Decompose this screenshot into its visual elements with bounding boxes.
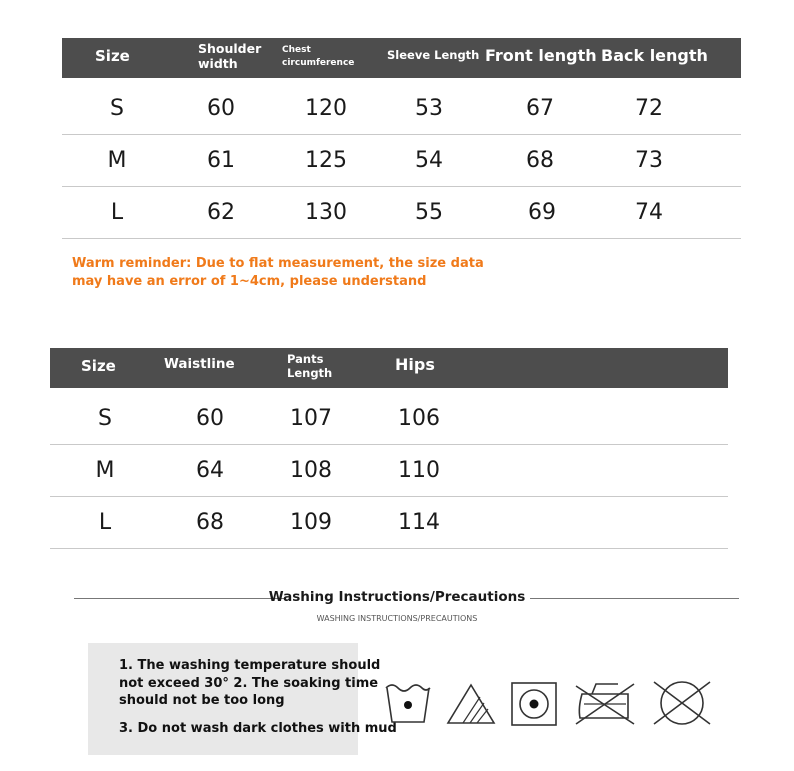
cell-size: M [95,458,115,483]
header-size: Size [81,357,116,375]
cell-chest: 120 [305,96,347,121]
cell-chest: 125 [305,148,347,173]
reminder-line1: Warm reminder: Due to flat measurement, the size data [72,256,484,271]
table-row [62,82,741,135]
header-hips: Hips [395,355,435,374]
cell-sleeve: 53 [415,96,443,121]
washing-subtitle: WASHING INSTRUCTIONS/PRECAUTIONS [316,614,478,623]
header-shoulder-line2: width [198,56,238,71]
cell-waist: 68 [196,510,224,535]
note-line2: not exceed 30° 2. The soaking time [119,676,379,691]
note-line3: should not be too long [119,693,285,708]
header-waist: Waistline [164,356,235,372]
wash-30-icon [382,678,434,728]
cell-back: 73 [635,148,663,173]
header-chest-line2: circumference [282,58,355,68]
note-line1: 1. The washing temperature should [119,658,381,673]
cell-shoulder: 60 [207,96,235,121]
cell-waist: 60 [196,406,224,431]
washing-title: Washing Instructions/Precautions [268,589,526,605]
header-back: Back length [601,46,708,65]
header-sleeve: Sleeve Length [387,48,480,62]
header-shoulder-line1: Shoulder [198,41,262,56]
header-size: Size [95,47,130,65]
cell-pants: 108 [290,458,332,483]
header-pants-line1: Pants [287,352,324,366]
table-row [62,134,741,187]
cell-waist: 64 [196,458,224,483]
cell-front: 68 [526,148,554,173]
header-pants-line2: Length [287,366,333,380]
cell-pants: 109 [290,510,332,535]
cell-front: 69 [528,200,556,225]
cell-back: 74 [635,200,663,225]
cell-size: S [98,406,112,431]
cell-chest: 130 [305,200,347,225]
cell-front: 67 [526,96,554,121]
cell-sleeve: 54 [415,148,443,173]
reminder-line2: may have an error of 1~4cm, please understand [72,274,427,289]
cell-size: L [98,510,112,535]
table-row [62,186,741,239]
table-row [50,392,728,445]
cell-size: S [110,96,124,121]
tumble-dry-icon [510,681,558,727]
cell-shoulder: 62 [207,200,235,225]
note-line4: 3. Do not wash dark clothes with mud [119,721,397,736]
header-chest-line1: Chest [282,45,311,55]
cell-hips: 114 [398,510,440,535]
cell-shoulder: 61 [207,148,235,173]
cell-size: L [110,200,124,225]
top-table-header [62,38,741,78]
washing-note [88,643,397,755]
cell-pants: 107 [290,406,332,431]
cell-back: 72 [635,96,663,121]
table-row [50,444,728,497]
bottom-table-header [50,348,728,388]
cell-size: M [107,148,127,173]
table-row [50,496,728,549]
warm-reminder [72,255,484,291]
header-front: Front length [485,46,597,65]
no-iron-icon [574,680,636,728]
no-bleach-icon [446,683,496,725]
cell-hips: 106 [398,406,440,431]
cell-hips: 110 [398,458,440,483]
no-dry-clean-icon [650,678,714,728]
cell-sleeve: 55 [415,200,443,225]
